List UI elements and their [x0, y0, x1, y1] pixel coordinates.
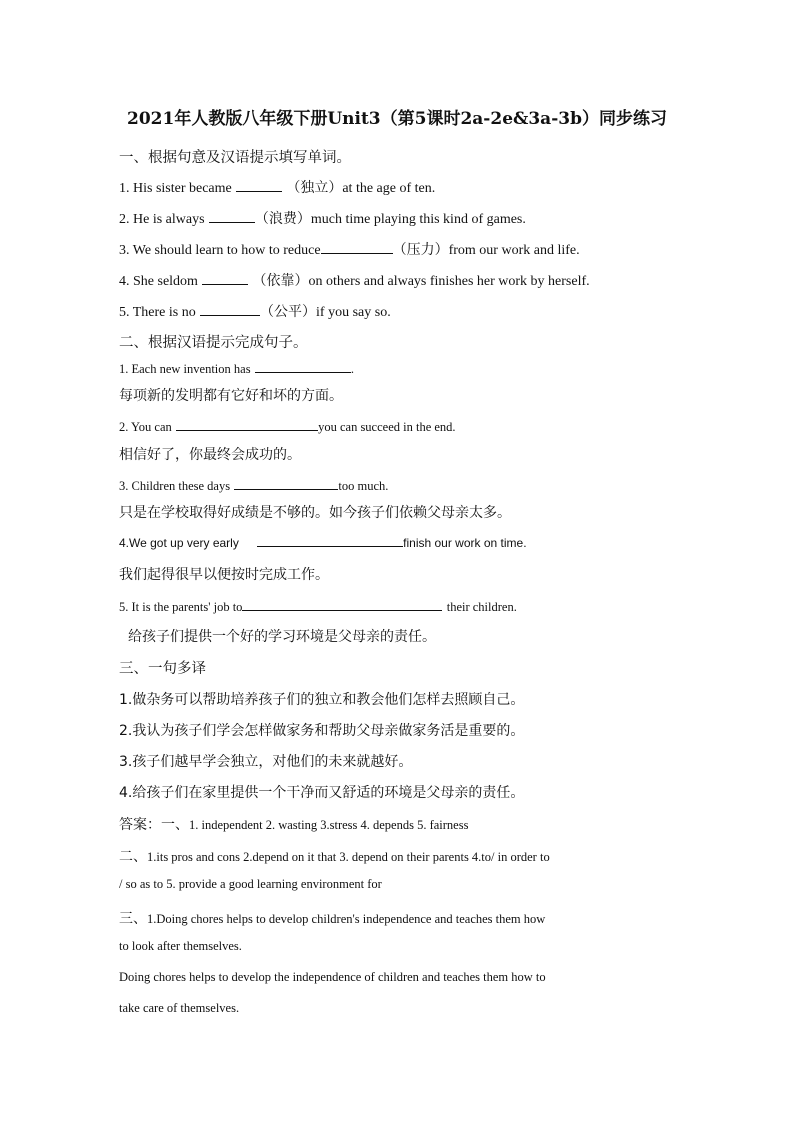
- answers-line-6: Doing chores helps to develop the independence of children and teaches them how to: [119, 970, 546, 984]
- answers-line-1: 答案：一、1. independent 2. wasting 3.stress 4. depends 5. fairness: [119, 817, 469, 833]
- section2-item-4-cn: 我们起得很早以便按时完成工作。: [119, 567, 329, 583]
- section2-item-1-cn: 每项新的发明都有它好和坏的方面。: [119, 388, 343, 404]
- answers-line-4: 三、1.Doing chores helps to develop children's independence and teaches them how: [119, 911, 546, 927]
- answer-blank[interactable]: [321, 239, 393, 254]
- answer-blank[interactable]: [209, 208, 255, 223]
- section2-item-5-cn: 给孩子们提供一个好的学习环境是父母亲的责任。: [128, 629, 436, 645]
- answers-line-3: / so as to 5. provide a good learning environment for: [119, 877, 382, 891]
- page-title: 2021年人教版八年级下册Unit3（第5课时2a-2e&3a-3b）同步练习: [127, 109, 667, 129]
- answers-line-5: to look after themselves.: [119, 939, 242, 953]
- section2-item-2-cn: 相信好了，你最终会成功的。: [119, 447, 301, 463]
- section2-item-3-cn: 只是在学校取得好成绩是不够的。如今孩子们依赖父母亲太多。: [119, 505, 511, 521]
- answer-blank[interactable]: [236, 177, 282, 192]
- section1-heading: 一、根据句意及汉语提示填写单词。: [119, 150, 351, 166]
- section3-item-4: 4.给孩子们在家里提供一个干净而又舒适的环境是父母亲的责任。: [119, 785, 525, 801]
- section1-item-5: 5. There is no （公平）if you say so.: [119, 301, 391, 321]
- section1-item-3: 3. We should learn to how to reduce （压力）from our work and life.: [119, 239, 580, 259]
- section2-item-1: 1. Each new invention has .: [119, 358, 354, 377]
- section3-heading: 三、一句多译: [119, 661, 206, 677]
- section3-item-3: 3.孩子们越早学会独立，对他们的未来就越好。: [119, 754, 413, 770]
- section3-item-1: 1.做杂务可以帮助培养孩子们的独立和教会他们怎样去照顾自己。: [119, 692, 525, 708]
- section3-item-2: 2.我认为孩子们学会怎样做家务和帮助父母亲做家务活是重要的。: [119, 723, 525, 739]
- answer-blank[interactable]: [255, 358, 351, 373]
- answers-line-2: 二、1.its pros and cons 2.depend on it that 3. depend on their parents 4.to/ in order to: [119, 849, 550, 865]
- section2-item-4: 4.We got up very early finish our work on time.: [119, 532, 527, 551]
- answer-blank[interactable]: [257, 532, 403, 547]
- section1-item-1: 1. His sister became （独立）at the age of ten.: [119, 177, 435, 197]
- answer-blank[interactable]: [200, 301, 260, 316]
- section2-item-3: 3. Children these days too much.: [119, 475, 388, 494]
- answers-line-7: take care of themselves.: [119, 1001, 240, 1015]
- section1-item-2: 2. He is always （浪费）much time playing this kind of games.: [119, 208, 526, 228]
- section2-heading: 二、根据汉语提示完成句子。: [119, 335, 308, 351]
- answer-blank[interactable]: [202, 270, 248, 285]
- section2-item-2: 2. You can you can succeed in the end.: [119, 416, 456, 435]
- answer-blank[interactable]: [234, 475, 338, 490]
- answer-blank[interactable]: [242, 596, 442, 611]
- answer-blank[interactable]: [176, 416, 318, 431]
- section2-item-5: 5. It is the parents' job to their children.: [119, 596, 517, 615]
- section1-item-4: 4. She seldom （依靠）on others and always finishes her work by herself.: [119, 270, 590, 290]
